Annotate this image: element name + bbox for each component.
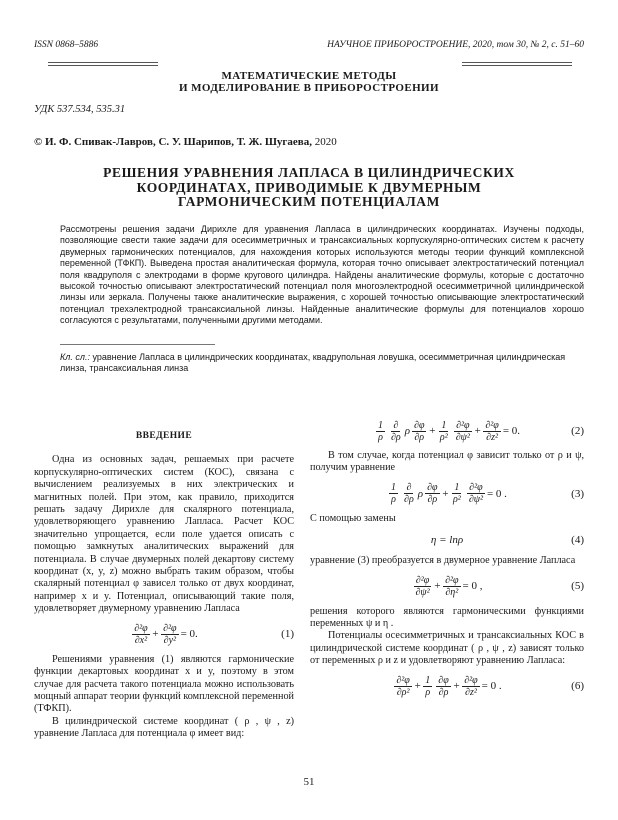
intro-paragraph-1: Одна из основных задач, решаемых при расчете корпускулярно-оптических систем (КОС), связана с вычислением реализуемых в них электрических и магнитных полей. При этом, как правило, приходится решать задачу Дирихле для скалярного потенциала, удовлетворяющего уравнению Лапласа. Расчет КОС значительно упрощается, если поле удается описать с помощью замкнутых аналитических выражений для потенциала. В случае двумерных полей декартову систему координат (x, y, z) можно выбрать таким образом, чтобы скалярный потенциал φ зависел только от двух координат, например x и y. Потенциал, описывающий такие поля, удовлетворяет двумерному уравнению Лапласа: [34, 454, 294, 615]
equation-5-number: (5): [571, 580, 584, 593]
equation-6-number: (6): [571, 680, 584, 693]
header-rule-left: [48, 62, 158, 63]
running-header: [34, 40, 584, 50]
equation-6: $\frac{\text{∂²φ}}{\text{∂ρ²}}$ + $\frac{1}{\rho}$ $\frac{\partial\varphi}{\partial\rho}$ + $\frac{\text{∂²φ}}{\text{∂z²}}$ = 0 . (6): [396, 675, 584, 699]
equation-4-number: (4): [571, 534, 584, 547]
article-title: [60, 166, 558, 210]
keywords-rule: [60, 344, 215, 345]
title-line2: КООРДИНАТАХ, ПРИВОДИМЫЕ К ДВУМЕРНЫМ: [136, 179, 482, 195]
title-line3: ГАРМОНИЧЕСКИМ ПОТЕНЦИАЛАМ: [178, 194, 440, 209]
udc-code: УДК 537.534, 535.31: [34, 104, 126, 115]
intro-paragraph-6: уравнение (3) преобразуется в двумерное уравнение Лапласа: [310, 555, 576, 567]
right-column: [310, 412, 584, 706]
intro-paragraph-7: решения которого являются гармоническими функциями переменных ψ и η .: [310, 605, 584, 630]
section-title-line1: МАТЕМАТИЧЕСКИЕ МЕТОДЫ: [221, 70, 397, 82]
title-line1: РЕШЕНИЯ УРАВНЕНИЯ ЛАПЛАСА В ЦИЛИНДРИЧЕСКИХ: [103, 165, 515, 180]
equation-5: $\frac{\text{∂²φ}}{\text{∂ψ²}}$ + $\frac{\text{∂²φ}}{\text{∂η²}}$ = 0 , (5): [415, 575, 584, 599]
equation-3: $\frac{1}{\rho}$ $\frac{\partial}{\partial\rho}$ ρ $\frac{\partial\varphi}{\partial\rho}$ + $\frac{1}{\text{ρ²}}$ $\frac{\text{∂²φ}}{\text{∂ψ²}}$ = 0 . (3): [391, 482, 584, 506]
equation-3-number: (3): [571, 487, 584, 500]
intro-paragraph-4: В том случае, когда потенциал φ зависит только от ρ и ψ, получим уравнение: [310, 450, 584, 474]
intro-paragraph-5: С помощью замены: [310, 512, 396, 524]
keywords-text: уравнение Лапласа в цилиндрических координатах, квадрупольная ловушка, осесимметричная цилиндрическая линза, трансаксиальная линза: [60, 352, 566, 374]
intro-paragraph-3: В цилиндрической системе координат ( ρ , ψ , z) уравнение Лапласа для потенциала φ имеет вид:: [34, 715, 294, 740]
copyright-sign: ©: [34, 136, 43, 148]
year: 2020: [314, 136, 337, 148]
intro-paragraph-8: Потенциалы осесимметричных и трансаксиальных КОС в цилиндрической системе координат ( ρ , ψ , z) зависят только от переменных ρ и z и удовлетворяют уравнению Лапласа:: [310, 630, 584, 667]
equation-4: [310, 525, 584, 555]
equation-4-body: η = lnρ: [430, 534, 464, 547]
header-rule-left-2: [48, 65, 158, 66]
section-title-line2: И МОДЕЛИРОВАНИЕ В ПРИБОРОСТРОЕНИИ: [179, 82, 439, 94]
left-column: [34, 430, 294, 741]
page-number: 51: [303, 776, 315, 788]
section-title: [0, 70, 618, 94]
abstract: Рассмотрены решения задачи Дирихле для уравнения Лапласа в цилиндрических координатах. Изучены подходы, позволяющие свести такие задачи для осесимметричных и трансаксиальных корпускулярно-оптических систем к расчету двумерных гармонических потенциалов, для нахождения которых используются методы теории функций комплексной переменной (ТФКП). Выведена простая аналитическая формула, которая точно описывает электростатический потенциал поля квадруполя с электродами в форме кругового цилиндра. Найдены аналитические формулы, которые с достаточно высокой точностью описывают электростатический потенциал поля многоэлектродной осесимметричной цилиндрической линзы или зеркала. Получены также аналитические выражения, с хорошей точностью описывающие электростатический потенциал трехэлектродной трансаксиальной линзы. Найденные аналитические формулы для потенциалов хорошо согласуются с результатами, полученными другими методами.: [60, 224, 584, 326]
issn: ISSN 0868–5886: [34, 40, 99, 50]
authors: [34, 136, 337, 148]
equation-1-number: (1): [281, 628, 294, 641]
header-rule-right-2: [462, 65, 572, 66]
keywords-label: Кл. сл.:: [60, 352, 90, 362]
author-names: И. Ф. Спивак-Лавров, С. У. Шарипов, Т. Ж. Шугаева,: [44, 136, 312, 148]
keywords: [60, 352, 584, 375]
equation-2-number: (2): [571, 424, 584, 437]
equation-2: $\frac{1}{\rho}$ $\frac{\partial}{\partial\rho}$ ρ $\frac{\partial\varphi}{\partial\rho}$ + $\frac{1}{\text{ρ²}}$ $\frac{\text{∂²φ}}{\text{∂ψ²}}$ + $\frac{\text{∂²φ}}{\text{∂z²}}$ = 0. (2): [377, 419, 584, 443]
header-rule-right: [462, 62, 572, 63]
intro-paragraph-2: Решениями уравнения (1) являются гармонические функции декартовых координат x и y, поэтому в этом случае для расчета такого потенциала можно использовать мощный аппарат теории функций комплексной переменной (ТФКП).: [34, 653, 294, 715]
journal-citation: НАУЧНОЕ ПРИБОРОСТРОЕНИЕ, 2020, том 30, № 2, c. 51–60: [327, 40, 584, 50]
intro-heading: ВВЕДЕНИЕ: [135, 431, 193, 441]
equation-1: $\frac{\text{∂²φ}}{\text{∂x²}}$ + $\frac{\text{∂²φ}}{\text{∂y²}}$ = 0. (1): [134, 623, 294, 647]
